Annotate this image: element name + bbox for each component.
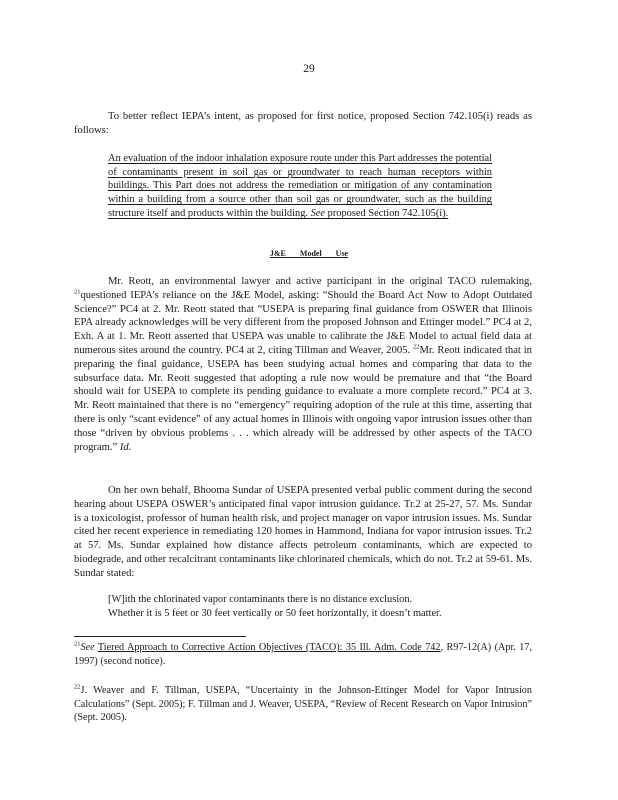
sundar-quote <box>108 593 528 621</box>
page-number: 29 <box>303 63 315 75</box>
para2-a: Mr. Reott, an environmental lawyer and active participant in the original TACO rulemaking, <box>108 276 532 287</box>
quote-text: An evaluation of the indoor inhalation exposure route under this Part addresses the potential of contaminants present in soil gas or groundwater to reach human receptors within buildings. This Part does not address the remediation or mitigation of any contamination within a building from a source other than soil gas or groundwater, such as the building structure itself and products within the building. <box>108 153 492 219</box>
sundar-quote-line-1: [W]ith the chlorinated vapor contaminants there is no distance exclusion. <box>108 594 413 605</box>
footnote-22 <box>74 684 532 725</box>
footnote-21 <box>74 641 532 668</box>
quote-cite: proposed Section 742.105(i). <box>327 207 449 219</box>
quote-see: See <box>310 207 326 219</box>
reott-paragraph <box>74 275 532 454</box>
footnote-21-number: 21 <box>74 640 81 648</box>
section-quote <box>108 152 492 221</box>
para2-b: questioned IEPA’s reliance on the J&E Model, asking: “Should the Board Act Now to Adopt Outdated Science?” PC4 at 2. Mr. Reott stated that “USEPA is preparing final guidance from OSWER that Illinois EPA already acknowledges will be very different from the proposed Johnson and Ettinger model.” PC4 at 2, Exh. A at 1. Mr. Reott asserted that USEPA was unable to calibrate the J&E Model to actual field data at numerous sites around the country. PC4 at 2, citing Tillman and Weaver, 2005. <box>74 289 532 356</box>
footnote-21-rest: , R97-12(A) (Apr. 17, 1997) (second notice). <box>74 642 532 667</box>
para2-c: Mr. Reott indicated that in preparing the final guidance, USEPA has been studying actual homes and comparing that data to the subsurface data. Mr. Reott suggested that adopting a rule now would be premature and that “the Board should wait for USEPA to complete its pending guidance to evaluate a more complete record.” PC4 at 3. Mr. Reott maintained that there is no “emergency” requiring adoption of the rule at this time, asserting that there is only “scant evidence” of any actual homes in Illinois with ongoing vapor intrusion issues other than those “driven by obvious problems . . . which already will be addressed by other aspects of the TACO program.” <box>74 344 532 453</box>
section-heading: J&E Model Use <box>269 249 349 258</box>
para2-id: Id. <box>119 441 132 453</box>
footnote-22-number: 22 <box>74 683 81 691</box>
footnote-ref-22[interactable]: 22 <box>413 343 420 351</box>
footnote-22-text: J. Weaver and F. Tillman, USEPA, “Uncertainty in the Johnson-Ettinger Model for Vapor Intrusion Calculations” (Sept. 2005); F. Tillman and J. Weaver, USEPA, “Review of Recent Research on Vapor Intrusion” (Sept. 2005). <box>74 685 532 724</box>
footnote-divider <box>74 636 246 637</box>
footnote-ref-21[interactable]: 21 <box>74 288 81 296</box>
footnote-21-see: See <box>80 642 95 653</box>
sundar-paragraph: On her own behalf, Bhooma Sundar of USEPA presented verbal public comment during the second hearing about USEPA OSWER’s anticipated final vapor intrusion guidance. Tr.2 at 25-27, 57. Ms. Sundar is a toxicologist, professor of human health risk, and project manager on vapor intrusion issues. Ms. Sundar cited her recent experience in remediating 120 homes in Hammond, Indiana for vapor intrusion issues. Tr.2 at 57. Ms. Sundar explained how distance affects petroleum contaminants, which are expected to biodegrade, and other recalcitrant contaminants like chlorinated chemicals, which do not. Tr.2 at 59-61. Ms. Sundar stated: <box>74 485 532 579</box>
sundar-quote-line-2: Whether it is 5 feet or 30 feet vertically or 50 feet horizontally, it doesn’t matter. <box>108 607 442 619</box>
footnote-21-title: Tiered Approach to Corrective Action Objectives (TACO): 35 Ill. Adm. Code 742 <box>97 642 441 653</box>
intro-paragraph: To better reflect IEPA’s intent, as proposed for first notice, proposed Section 742.105(i) reads as follows: <box>74 111 532 136</box>
